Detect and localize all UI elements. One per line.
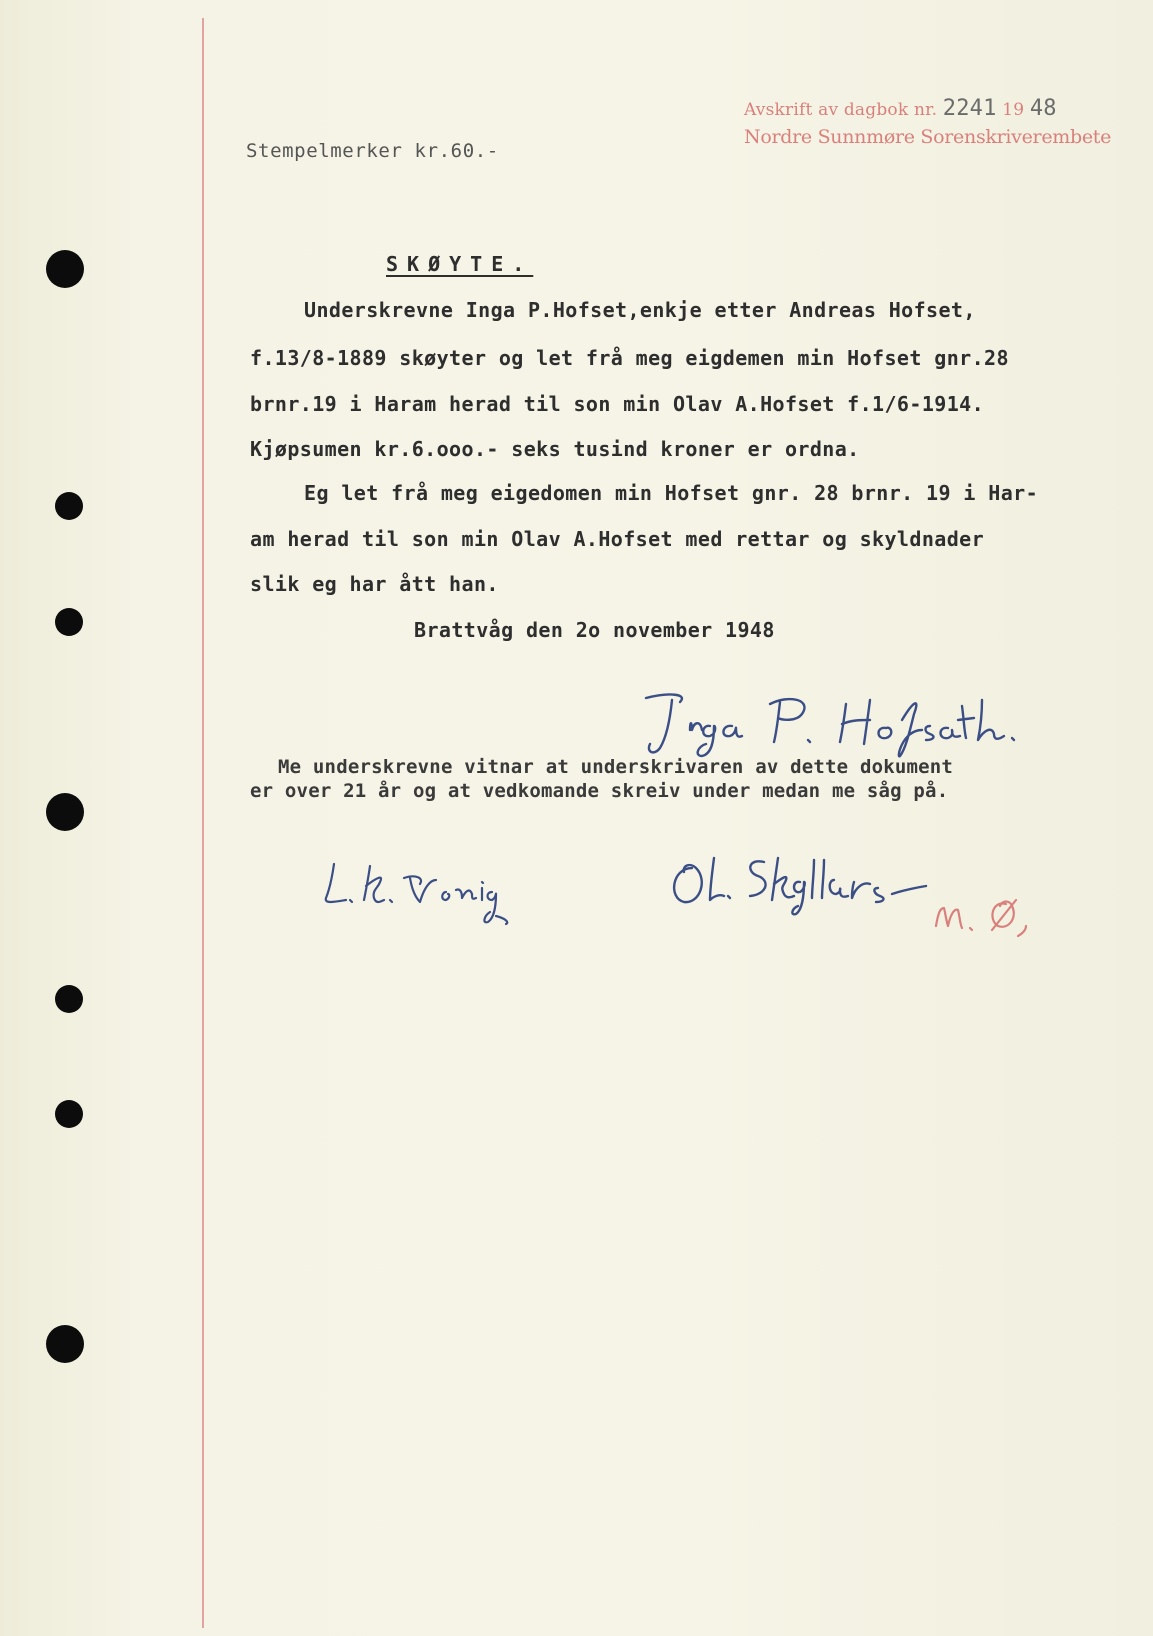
binder-hole (46, 793, 84, 831)
body-line: Eg let frå meg eigedomen min Hofset gnr. 28 brnr. 19 i Har- (304, 481, 1039, 505)
binder-hole (55, 492, 83, 520)
seller-signature (640, 690, 1060, 760)
binder-hole (46, 250, 84, 288)
witness-statement-line: er over 21 år og at vedkomande skreiv under medan me såg på. (250, 780, 949, 802)
document-title: SKØYTE. (386, 252, 534, 276)
registry-stamp-line2: Nordre Sunnmøre Sorenskriverembete (744, 126, 1112, 148)
stamp-year-suffix: 48 (1029, 96, 1057, 121)
dagbok-number: 2241 (942, 96, 997, 121)
stamp-prefix: Avskrift av dagbok nr. (744, 100, 938, 120)
witness1-signature (320, 858, 560, 928)
stempelmerker-note: Stempelmerker kr.60.- (246, 140, 499, 162)
body-line: am herad til son min Olav A.Hofset med rettar og skyldnader (250, 527, 985, 551)
body-line: slik eg har ått han. (250, 572, 499, 596)
witness-statement-line: Me underskrevne vitnar at underskrivaren av dette dokument (278, 756, 954, 778)
registry-stamp-line1 (744, 96, 1057, 121)
body-line: Kjøpsumen kr.6.ooo.- seks tusind kroner er ordna. (250, 437, 860, 461)
body-line: brnr.19 i Haram herad til son min Olav A.Hofset f.1/6-1914. (250, 392, 985, 416)
body-line: f.13/8-1889 skøyter og let frå meg eigdemen min Hofset gnr.28 (250, 346, 1009, 370)
initials-mark (930, 886, 1050, 946)
date-line: Brattvåg den 2o november 1948 (414, 618, 775, 642)
binder-hole (46, 1325, 84, 1363)
binder-hole (55, 985, 83, 1013)
margin-line (202, 18, 204, 1628)
body-line: Underskrevne Inga P.Hofset,enkje etter Andreas Hofset, (304, 298, 976, 322)
binder-hole (55, 608, 83, 636)
binder-hole (55, 1100, 83, 1128)
stamp-year-prefix: 19 (1002, 100, 1025, 120)
